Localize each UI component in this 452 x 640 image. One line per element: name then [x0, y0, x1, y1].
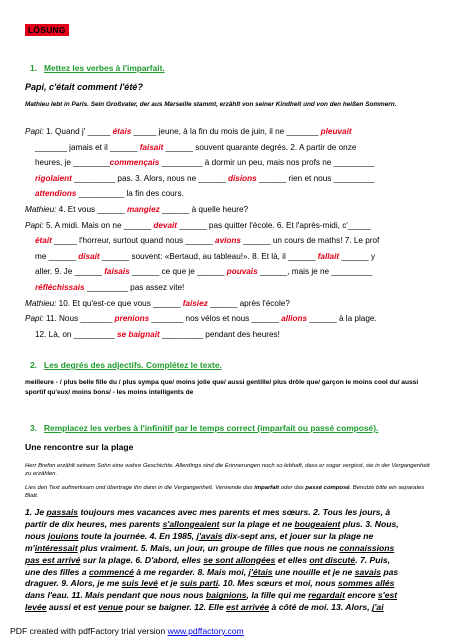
- dialogue-text: ______ à la plage.: [307, 314, 377, 324]
- story-text-segment: sur la plage. 6. D'abord, elles: [80, 554, 204, 565]
- story-text-segment: toute la journée. 4. En 1985,: [78, 530, 197, 541]
- dialogue-text: _____ l'horreur, surtout quand nous ______: [51, 236, 216, 246]
- story-line: [25, 555, 434, 567]
- section1-question: Papi, c'était comment l'été?: [25, 82, 143, 92]
- conjugated-verb: baignions: [205, 590, 247, 601]
- dialogue-line: [25, 311, 434, 327]
- section1-number: 1.: [30, 63, 37, 73]
- dialogue-text: _______ nos vélos et nous ______: [149, 314, 282, 324]
- dialogue-text: _____ jeune, à la fin du mois de juin, il ne _______: [131, 127, 321, 136]
- section1-intro: Mathieu lebt in Paris. Sein Großvater, der aus Marseille stammt, erzählt von seiner Kindheit und von den heißen Sommern.: [25, 101, 397, 108]
- note-text: . Benutze bitte ein separates Blatt.: [25, 485, 425, 499]
- word-bank: meilleure - / plus belle fille du / plus sympa que/ moins jolie que/ aussi gentille/ plus drôle que/ garçon le moins cool du/ aussi sportif qu'eux/ moins bons/ - les moins intelligents de: [25, 379, 419, 396]
- story-text-segment: une nouille et je ne: [272, 566, 355, 577]
- conjugated-verb: pas est arrivé: [25, 554, 81, 565]
- dialogue-text: _________ à dormir un peu, mais nos profs ne _________: [159, 158, 375, 168]
- conjugated-verb: jouions: [47, 530, 79, 541]
- dialogue-text: 10. Et qu'est-ce que vous ______: [56, 298, 183, 308]
- conjugated-verb: sommes allés: [338, 578, 395, 589]
- note-emphasis: imparfait: [254, 485, 280, 491]
- speaker-label: Mathieu:: [25, 204, 57, 214]
- story-text-segment: , la fille qui me: [246, 590, 309, 601]
- conjugated-verb: intéressait: [34, 542, 78, 553]
- conjugated-verb: suis levé: [121, 578, 158, 589]
- dialogue-text: aller. 9. Je ______: [35, 267, 105, 277]
- answer-verb: rigolaient: [35, 173, 72, 183]
- speaker-label: Papi:: [25, 220, 44, 230]
- dialogue-text: __________ la fin des cours.: [76, 189, 184, 199]
- dialogue-line: [25, 171, 434, 187]
- conjugated-verb: se sont allongées: [203, 554, 276, 565]
- story-text-segment: dix-sept ans, et jouer sur la plage ne: [222, 530, 374, 541]
- conjugated-verb: levée: [25, 602, 47, 613]
- section3-title-text: Remplacez les verbes à l'infinitif par le temps correct (imparfait ou passé composé).: [44, 423, 379, 433]
- dialogue-text: ______ après l'école?: [207, 298, 290, 308]
- note-text: oder das: [279, 485, 306, 491]
- dialogue-line: [25, 202, 434, 218]
- conjugated-verb: connaissions: [339, 542, 395, 553]
- answer-verb: prenions: [114, 314, 150, 324]
- story-line: [25, 531, 434, 543]
- conjugated-verb: commencé: [89, 566, 134, 577]
- story-text-segment: aussi et est: [46, 602, 99, 613]
- footer-text: PDF created with pdfFactory trial version: [10, 626, 168, 636]
- section2-number: 2.: [30, 360, 37, 370]
- answer-verb: faisiez: [182, 298, 208, 308]
- conjugated-verb: savais: [354, 566, 382, 577]
- story-line: [25, 519, 434, 531]
- conjugated-verb: s'est: [377, 590, 398, 601]
- dialogue-text: _________ pas. 3. Alors, nous ne ______: [71, 173, 229, 183]
- story-text-segment: plus vraiment. 5. Mais, un jour, un groupe de filles que nous ne: [77, 542, 340, 553]
- dialogue-text: ______ pas quitter l'école. 6. Et l'après-midi, c'_____: [177, 220, 371, 230]
- dialogue-text: 11. Nous _______: [43, 314, 115, 324]
- dialogue-text: 12. Là, on _________: [35, 329, 117, 339]
- section3-number: 3.: [30, 423, 37, 433]
- pdf-footer: [10, 626, 244, 636]
- dialogue-line: [25, 296, 434, 312]
- dialogue-text: 5. A midi. Mais on ne ______: [43, 220, 154, 230]
- story-text-segment: encore: [344, 590, 378, 601]
- story-line: [25, 578, 434, 590]
- solution-badge: LÖSUNG: [25, 24, 69, 36]
- answer-verb: attendions: [35, 189, 77, 199]
- dialogue-text: ______ rien et nous _________: [256, 173, 375, 183]
- answer-verb: mangiez: [126, 204, 160, 214]
- conjugated-verb: j'étais: [248, 566, 273, 577]
- conjugated-verb: venue: [98, 602, 123, 613]
- conjugated-verb: regardait: [308, 590, 345, 601]
- section2-title: [30, 360, 222, 370]
- story-line: [25, 507, 434, 519]
- conjugated-verb: bougeaient: [294, 518, 341, 529]
- story-text-segment: . 7. Puis,: [355, 554, 391, 565]
- conjugated-verb: ont discuté: [309, 554, 356, 565]
- answer-verb: étais: [112, 127, 132, 136]
- dialogue-line: [25, 140, 434, 156]
- story-text-segment: 1. Je: [25, 507, 47, 517]
- dialogue-line: [25, 155, 434, 171]
- answer-verb: était: [35, 236, 52, 246]
- story-text-segment: et elles: [275, 554, 310, 565]
- speaker-label: Mathieu:: [25, 298, 57, 308]
- story-text-segment: m': [25, 542, 35, 553]
- story-text-segment: à côté de moi. 13. Alors,: [269, 602, 372, 613]
- dialogue-line: [25, 249, 434, 265]
- story-line: [25, 590, 434, 602]
- dialogue-text: ______ souvent quarante degrés. 2. A partir de onze: [163, 142, 357, 152]
- note-emphasis: passé composé: [305, 485, 350, 491]
- dialogue-text: ______, mais je ne _________: [257, 267, 373, 277]
- story-text-segment: une des filles a: [25, 566, 89, 577]
- dialogue-text: me ______: [35, 251, 79, 261]
- section1-title: [30, 63, 165, 73]
- story-text-segment: plus. 3. Nous,: [340, 518, 399, 529]
- answer-verb: faisait: [139, 142, 164, 152]
- dialogue-text: _________ pendant des heures!: [159, 329, 280, 339]
- answer-verb: allions: [281, 314, 308, 324]
- story-text-segment: à me regarder. 8. Mais moi,: [133, 566, 249, 577]
- answer-verb: faisais: [104, 267, 130, 277]
- dialogue-line: [25, 264, 434, 280]
- answer-verb: se baignait: [116, 329, 160, 339]
- dialogue-text: ______ à quelle heure?: [159, 204, 249, 214]
- dialogue-text: heures, je ________: [35, 158, 110, 168]
- dialogue-exercise: [25, 124, 434, 342]
- conjugated-verb: s'allongeaient: [162, 518, 220, 529]
- conjugated-verb: est arrivée: [226, 602, 270, 613]
- answer-verb: pleuvait: [320, 127, 352, 136]
- conjugated-verb: j'avais: [196, 530, 223, 541]
- dialogue-line: [25, 124, 434, 140]
- answer-verb: devait: [153, 220, 178, 230]
- story-text-segment: partir de dix heures, mes parents: [25, 518, 163, 529]
- dialogue-text: ______ y: [339, 251, 376, 261]
- conjugated-verb: j'ai: [371, 602, 384, 613]
- story-text-segment: pas: [381, 566, 399, 577]
- answer-verb: fallait: [317, 251, 340, 261]
- dialogue-line: [25, 218, 434, 234]
- story-text-segment: sur la plage et ne: [219, 518, 295, 529]
- dialogue-line: [25, 186, 434, 202]
- dialogue-text: ______ un cours de maths! 7. Le prof: [240, 236, 380, 246]
- footer-link[interactable]: www.pdffactory.com: [167, 626, 244, 636]
- story-subtitle: Une rencontre sur la plage: [25, 442, 134, 452]
- story-text-segment: dans l'eau. 11. Mais pendant que nous nous: [25, 590, 206, 601]
- note-text: Lies den Text aufmerksam und übertrage ihn dann in die Vergangenheit. Verwende das: [25, 485, 255, 491]
- story-text-segment: toujours mes vacances avec mes parents et mes sœurs. 2. Tous les jours, à: [78, 507, 391, 517]
- story-line: [25, 567, 434, 579]
- story-line: [25, 602, 434, 614]
- story-text: [25, 507, 434, 614]
- section1-title-text: Mettez les verbes à l'imparfait.: [44, 63, 165, 73]
- story-text-segment: draguer. 9. Alors, je me: [25, 578, 122, 589]
- dialogue-text: 1. Quand j' _____: [43, 127, 113, 136]
- speaker-label: Papi:: [25, 127, 44, 136]
- dialogue-line: [25, 280, 434, 296]
- conjugated-verb: suis parti: [179, 578, 219, 589]
- section2-title-text: Les degrés des adjectifs. Complétez le texte.: [44, 360, 222, 370]
- speaker-label: Papi:: [25, 314, 44, 324]
- answer-verb: disait: [78, 251, 100, 261]
- conjugated-verb: passais: [46, 507, 79, 517]
- story-note-2: [25, 484, 432, 500]
- dialogue-line: [25, 233, 434, 249]
- section3-title: [30, 423, 378, 433]
- answer-verb: pouvais: [226, 267, 258, 277]
- story-text-segment: . 10. Mes sœurs et moi, nous: [218, 578, 339, 589]
- story-note-1: Herr Brefon erzählt seinem Sohn eine wahre Geschichte. Allerdings sind die Erinnerungen noch so lebhaft, dass er sogar vergisst, sie in der Vergangenheit zu erzählen.: [25, 463, 430, 477]
- dialogue-line: [25, 327, 434, 343]
- answer-verb: disions: [228, 173, 257, 183]
- story-text-segment: nous: [25, 530, 48, 541]
- dialogue-text: ______ ce que je ______: [129, 267, 227, 277]
- dialogue-text: _______ jamais et il ______: [35, 142, 140, 152]
- story-text-segment: et je: [157, 578, 180, 589]
- dialogue-text: _________ pas assez vite!: [84, 282, 185, 292]
- dialogue-text: 4. Et vous ______: [56, 204, 127, 214]
- answer-verb: commençais: [109, 158, 160, 168]
- story-line: [25, 543, 434, 555]
- answer-verb: réfléchissais: [35, 282, 85, 292]
- answer-verb: avions: [215, 236, 241, 246]
- dialogue-text: ______ souvent: «Bertaud, au tableau!». 8. Et là, il ______: [99, 251, 318, 261]
- story-text-segment: pour se baigner. 12. Elle: [122, 602, 227, 613]
